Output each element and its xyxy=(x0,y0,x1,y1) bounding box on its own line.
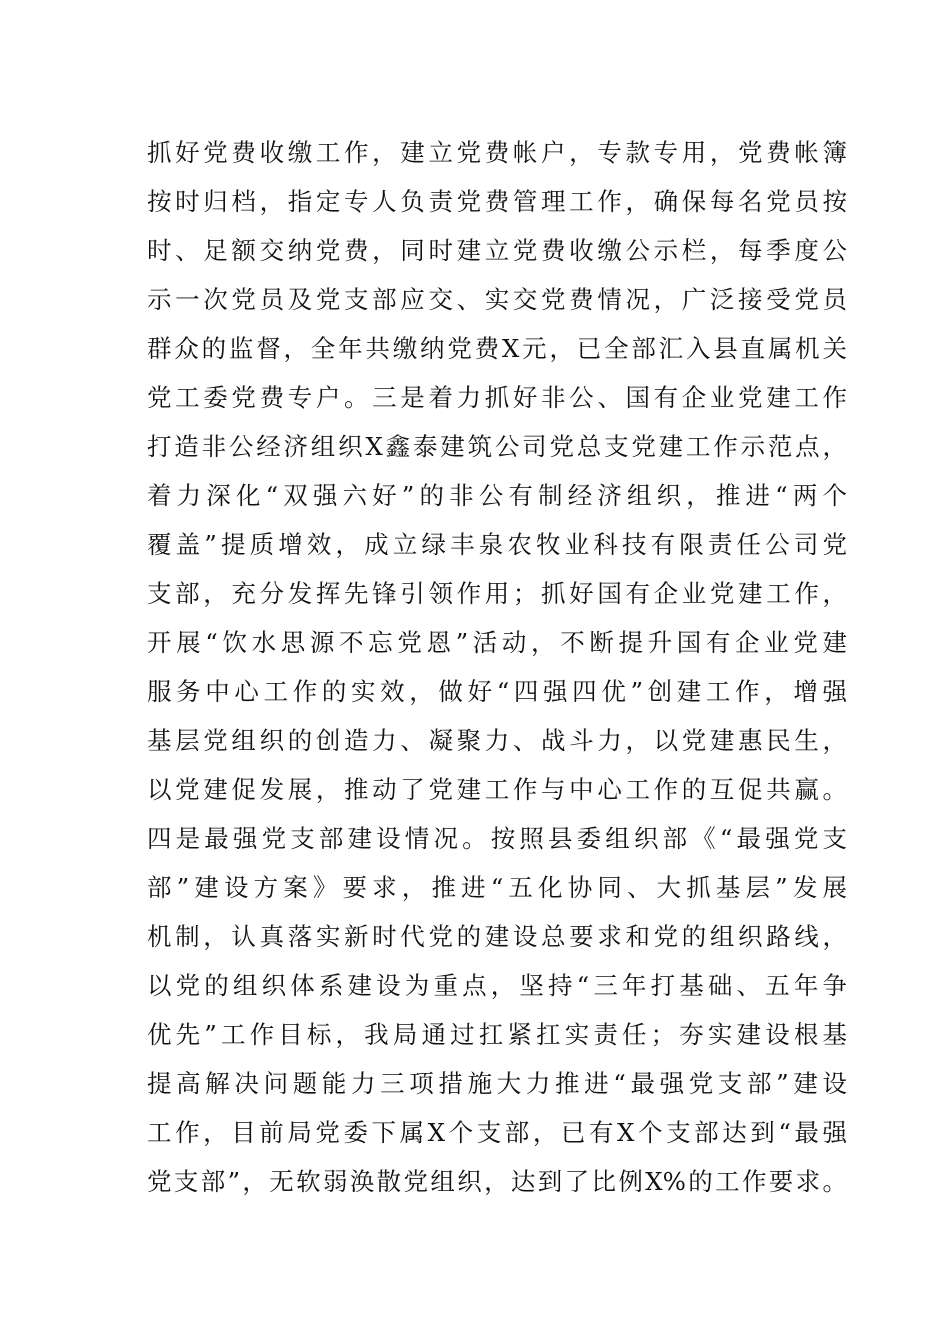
body-text-line: 基层党组织的创造力、凝聚力、战斗力，以党建惠民生， xyxy=(147,726,847,755)
body-text-line: 群众的监督，全年共缴纳党费X元，已全部汇入县直属机关 xyxy=(147,334,847,363)
body-text-line: 党支部”，无软弱涣散党组织，达到了比例X%的工作要求。 xyxy=(147,1167,847,1196)
body-text-line: 支部，充分发挥先锋引领作用；抓好国有企业党建工作， xyxy=(147,579,847,608)
body-text-line: 按时归档，指定专人负责党费管理工作，确保每名党员按 xyxy=(147,187,847,216)
body-text-line: 打造非公经济组织X鑫泰建筑公司党总支党建工作示范点， xyxy=(147,432,847,461)
body-text-line: 开展“饮水思源不忘党恩”活动，不断提升国有企业党建 xyxy=(147,628,847,657)
body-text-line: 以党的组织体系建设为重点，坚持“三年打基础、五年争 xyxy=(147,971,847,1000)
body-text-line: 机制，认真落实新时代党的建设总要求和党的组织路线， xyxy=(147,922,847,951)
body-text-line: 抓好党费收缴工作，建立党费帐户，专款专用，党费帐簿 xyxy=(147,138,847,167)
body-text-line: 覆盖”提质增效，成立绿丰泉农牧业科技有限责任公司党 xyxy=(147,530,847,559)
body-text-line: 部”建设方案》要求，推进“五化协同、大抓基层”发展 xyxy=(147,873,847,902)
body-text-line: 服务中心工作的实效，做好“四强四优”创建工作，增强 xyxy=(147,677,847,706)
body-text-line: 党工委党费专户。三是着力抓好非公、国有企业党建工作 xyxy=(147,383,847,412)
body-text-line: 工作，目前局党委下属X个支部，已有X个支部达到“最强 xyxy=(147,1118,847,1147)
body-text-line: 优先”工作目标，我局通过扛紧扛实责任；夯实建设根基 xyxy=(147,1020,847,1049)
body-text-line: 以党建促发展，推动了党建工作与中心工作的互促共赢。 xyxy=(147,775,847,804)
body-text-line: 示一次党员及党支部应交、实交党费情况，广泛接受党员 xyxy=(147,285,847,314)
body-text-line: 时、足额交纳党费，同时建立党费收缴公示栏，每季度公 xyxy=(147,236,847,265)
body-text-line: 提高解决问题能力三项措施大力推进“最强党支部”建设 xyxy=(147,1069,847,1098)
body-text-line: 四是最强党支部建设情况。按照县委组织部《“最强党支 xyxy=(147,824,847,853)
body-text-line: 着力深化“双强六好”的非公有制经济组织，推进“两个 xyxy=(147,481,847,510)
